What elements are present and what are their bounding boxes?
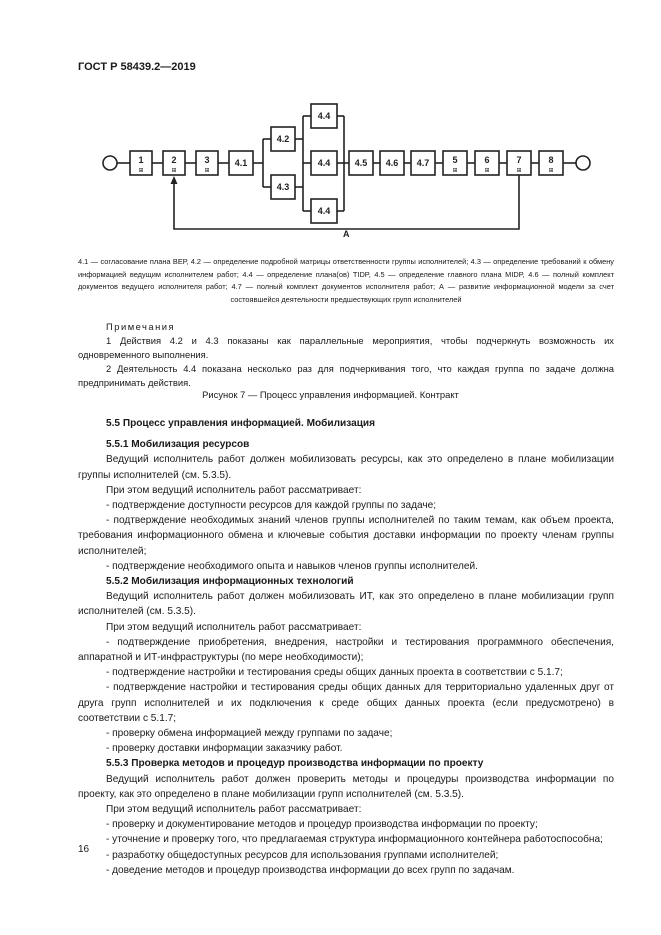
list-item: - подтверждение необходимого опыта и навыков членов группы исполнителей. [106,560,478,572]
node-label: 4.4 [317,158,331,168]
figure-legend: 4.1 — согласование плана ВЕР, 4.2 — определение подробной матрицы ответственности группы исполнителей; 4.3 — определение требований к обмену информацией ведущим исполнителем работ; 4.4 — определение плана(ов) TIDP, 4.5 — определение главного плана MIDP, 4.6 — полный комплект документов ведущего исполнителя работ; 4.7 — полный комплект документов исполнителя работ; А — развитие информационной модели за счет состоявшейся деятельности предшествующих групп исполнителей [78,257,614,304]
list-item: - подтверждение настройки и тестирования среды общих данных для территориально удаленных друг от друга групп исполнителей и их подключения к среде общих данных проекта (если предусмотрено) в соответствии с 5.1.7; [78,682,614,724]
node-label: 4.2 [276,134,290,144]
node-label: 6 [484,155,490,165]
list-item: - проверку и документирование методов и процедур производства информации по проекту; [106,819,538,831]
page-number: 16 [78,844,90,855]
list-item: - проверку обмена информацией между группами по задаче; [106,728,393,740]
process-box [475,151,499,175]
node-label: 4.3 [276,182,290,192]
subsection-title: 5.5.1 Мобилизация ресурсов [106,439,250,451]
start-node [103,156,117,170]
paragraph: Ведущий исполнитель работ должен проверить методы и процедуры производства информации по проекту, как это определено в плане мобилизации групп исполнителей (см. 5.3.5). [78,773,614,800]
process-box [130,151,152,175]
document-icon: ⊞ [484,167,490,174]
process-box [271,175,295,199]
list-item: - уточнение и проверку того, что предлагаемая структура информационного контейнера работоспособна; [106,834,603,846]
paragraph: При этом ведущий исполнитель работ рассматривает: [106,804,362,816]
process-box [229,151,253,175]
node-label: 4.4 [317,111,331,121]
node-label: 4.7 [416,158,430,168]
list-item: - подтверждение настройки и тестирования среды общих данных проекта в соответствии с 5.1.7; [106,667,563,679]
process-box [196,151,218,175]
node-label: 4.1 [234,158,248,168]
node-label: 4.5 [354,158,368,168]
section-title: 5.5 Процесс управления информацией. Мобилизация [106,418,376,429]
node-label: 1 [138,155,144,165]
paragraph: Ведущий исполнитель работ должен мобилизовать ИТ, как это определено в плане мобилизации групп исполнителей (см. 5.3.5). [78,591,614,618]
document-icon: ⊞ [452,167,458,174]
note-item: 2 Деятельность 4.4 показана несколько раз для подчеркивания того, что каждая группа по задаче должна предпринимать действия. [78,363,614,388]
process-box [163,151,185,175]
figure-caption: Рисунок 7 — Процесс управления информацией. Контракт [202,389,459,400]
subsection-title: 5.5.3 Проверка методов и процедур производства информации по проекту [106,758,484,770]
list-item: - подтверждение доступности ресурсов для каждой группы по задаче; [106,500,437,512]
process-box [539,151,563,175]
process-box [349,151,373,175]
list-item: - доведение методов и процедур производства информации до всех групп по задачам. [106,864,515,876]
process-box [271,127,295,151]
node-label: 4.6 [385,158,399,168]
paragraph: При этом ведущий исполнитель работ рассматривает: [106,484,362,496]
standard-header: ГОСТ Р 58439.2—2019 [78,61,196,73]
document-icon: ⊞ [171,167,177,174]
subsection-title: 5.5.2 Мобилизация информационных технологий [106,576,354,588]
end-node [576,156,590,170]
list-item: - разработку общедоступных ресурсов для использования группами исполнителей; [106,849,499,861]
section-body [78,416,614,878]
paragraph: При этом ведущий исполнитель работ рассматривает: [106,621,362,633]
process-box [311,104,337,128]
notes-title: Примечания [106,321,176,332]
node-label: 5 [452,155,458,165]
document-icon: ⊞ [548,167,554,174]
node-label: 2 [171,155,177,165]
document-icon: ⊞ [204,167,210,174]
document-icon: ⊞ [138,167,144,174]
paragraph: Ведущий исполнитель работ должен мобилизовать ресурсы, как это определено в плане мобилизации группы исполнителей (см. 5.3.5). [78,454,614,481]
node-label: 8 [548,155,554,165]
node-label: 7 [516,155,522,165]
node-label: 3 [204,155,210,165]
document-icon: ⊞ [516,167,522,174]
list-item: - проверку доставки информации заказчику работ. [106,743,343,755]
process-box [443,151,467,175]
process-diagram [0,0,661,250]
process-box [507,151,531,175]
process-box [411,151,435,175]
process-box [380,151,404,175]
list-item: - подтверждение необходимых знаний членов группы исполнителей по таким темам, как объем проекта, требования информационного обмена и ключевые события доставки информации по проекту членам группы исполнителей; [78,515,614,557]
process-box [311,199,337,223]
list-item: - подтверждение приобретения, внедрения, настройки и тестирования программного обеспечения, аппаратной и ИТ-инфраструктуры (по мере необходимости); [78,636,614,664]
process-box [311,151,337,175]
node-label: 4.4 [317,206,331,216]
note-item: 1 Действия 4.2 и 4.3 показаны как параллельные мероприятия, чтобы подчеркнуть возможность их одновременного выполнения. [78,335,614,360]
loop-label: A [343,229,350,239]
figure-notes [78,320,614,390]
